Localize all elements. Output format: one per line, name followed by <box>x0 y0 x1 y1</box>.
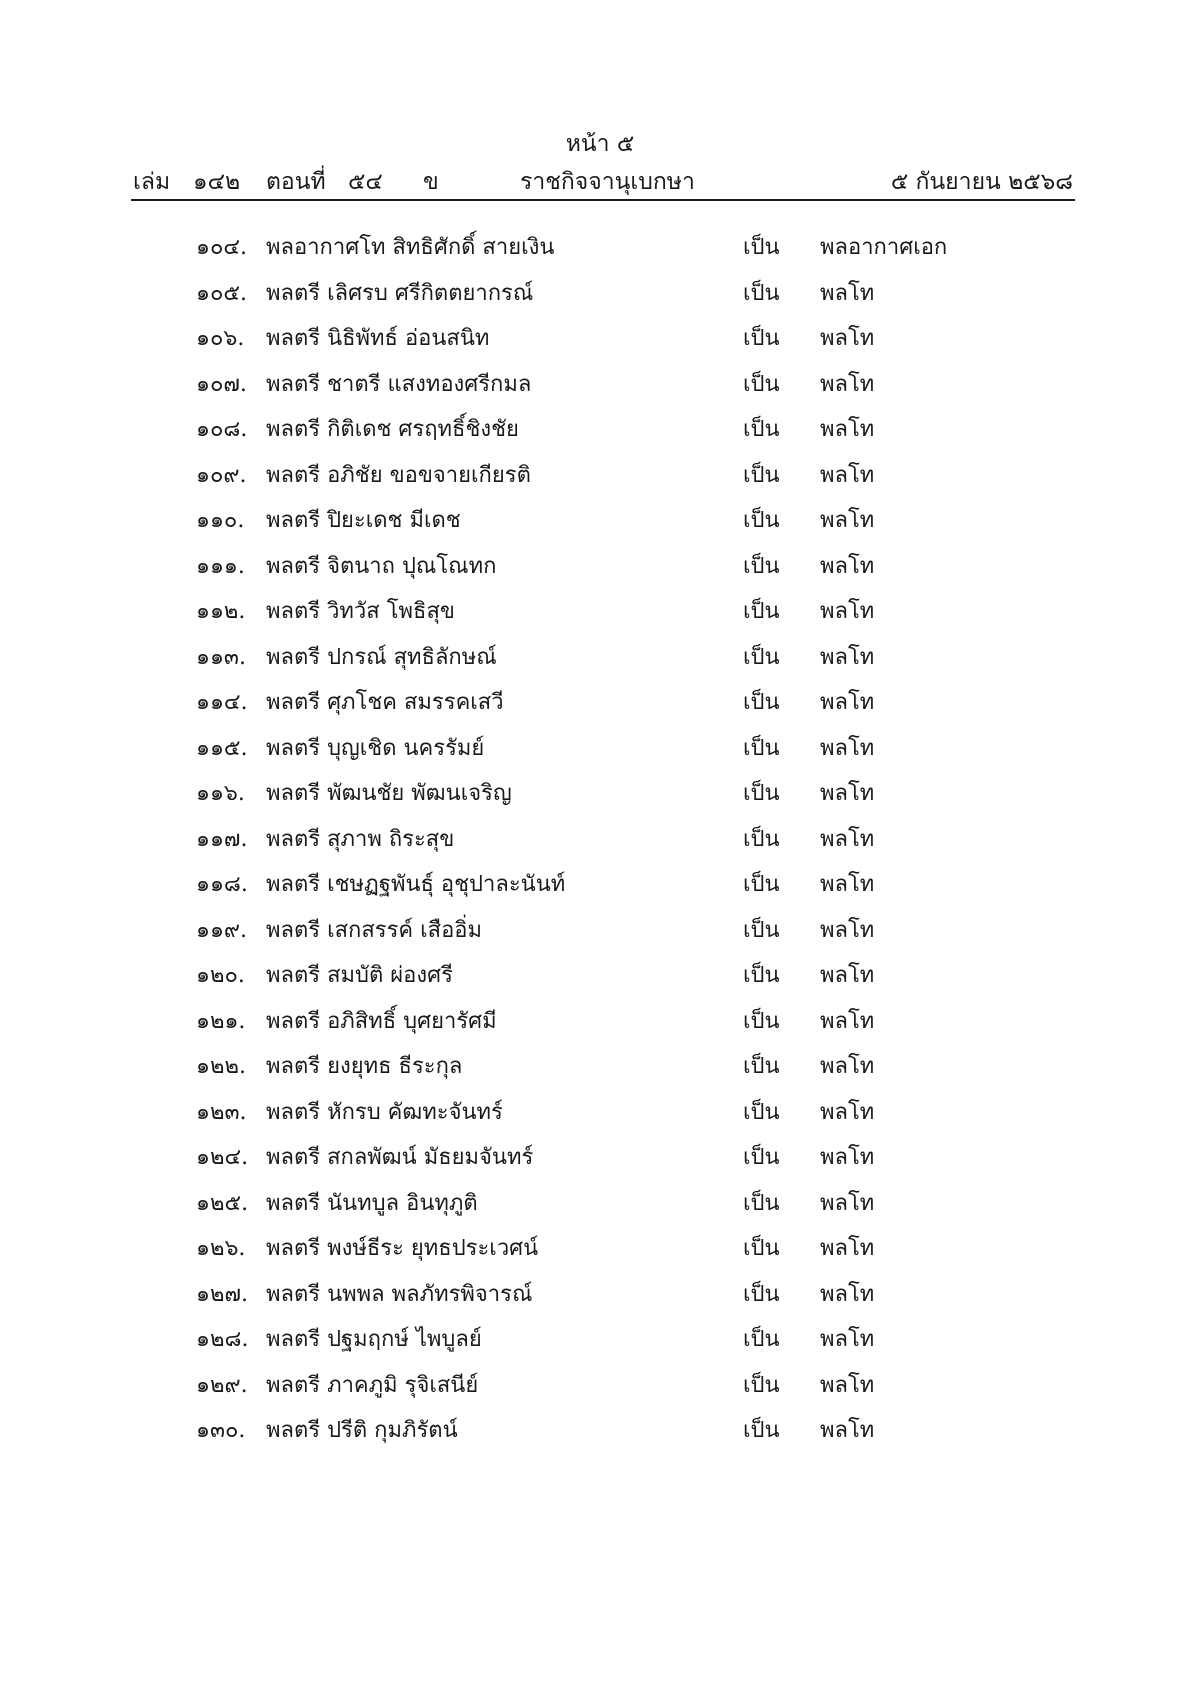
entry-connector: เป็น <box>743 235 780 260</box>
entry-new-rank: พลโท <box>820 1372 875 1398</box>
entry-name: พลตรี วิทวัส โพธิสุข <box>266 599 455 624</box>
entry-new-rank: พลโท <box>820 781 875 806</box>
entry-number: ๑๐๔. <box>196 235 248 260</box>
entry-number: ๑๒๑. <box>196 1008 246 1034</box>
entry-new-rank: พลโท <box>820 417 875 442</box>
entry-connector: เป็น <box>743 1008 780 1034</box>
entry-new-rank: พลอากาศเอก <box>820 235 948 260</box>
entry-new-rank: พลโท <box>820 1418 875 1443</box>
list-item <box>0 593 1200 639</box>
entry-number: ๑๑๘. <box>196 872 248 897</box>
entry-name: พลตรี พัฒนชัย พัฒนเจริญ <box>266 781 512 806</box>
entry-connector: เป็น <box>743 1418 780 1443</box>
page-number: หน้า ๕ <box>565 131 635 157</box>
list-item <box>0 775 1200 821</box>
entry-name: พลตรี ภาคภูมิ รุจิเสนีย์ <box>266 1372 479 1398</box>
volume-label: เล่ม <box>133 169 171 195</box>
entry-new-rank: พลโท <box>820 644 875 670</box>
entry-new-rank: พลโท <box>820 280 875 306</box>
entry-name: พลตรี นพพล พลภัทรพิจารณ์ <box>266 1281 533 1307</box>
entry-connector: เป็น <box>743 553 780 579</box>
list-item <box>0 639 1200 685</box>
list-item <box>0 320 1200 366</box>
entry-number: ๑๑๑. <box>196 553 245 579</box>
list-item <box>0 548 1200 594</box>
list-item <box>0 684 1200 730</box>
entry-name: พลตรี กิติเดช ศรฤทธิ์ชิงชัย <box>266 417 519 442</box>
entry-name: พลตรี สกลพัฒน์ มัธยมจันทร์ <box>266 1145 534 1170</box>
entry-name: พลตรี สมบัติ ผ่องศรี <box>266 963 453 988</box>
entry-connector: เป็น <box>743 963 780 988</box>
entry-name: พลตรี นิธิพัทธ์ อ่อนสนิท <box>266 326 490 351</box>
list-item <box>0 411 1200 457</box>
entry-new-rank: พลโท <box>820 690 875 715</box>
entry-number: ๑๒๖. <box>196 1236 246 1261</box>
publication-date: ๕ กันยายน ๒๕๖๘ <box>890 169 1073 195</box>
list-item <box>0 502 1200 548</box>
entry-name: พลอากาศโท สิทธิศักดิ์ สายเงิน <box>266 235 555 260</box>
entry-connector: เป็น <box>743 1054 780 1079</box>
entry-name: พลตรี ปกรณ์ สุทธิลักษณ์ <box>266 644 497 670</box>
entry-name: พลตรี อภิชัย ขอขจายเกียรติ <box>266 462 531 488</box>
list-item <box>0 866 1200 912</box>
entry-new-rank: พลโท <box>820 462 875 488</box>
entry-connector: เป็น <box>743 599 780 624</box>
entry-connector: เป็น <box>743 690 780 715</box>
entry-name: พลตรี เลิศรบ ศรีกิตตยากรณ์ <box>266 280 534 306</box>
entry-number: ๑๑๒. <box>196 599 246 624</box>
entry-number: ๑๐๙. <box>196 462 247 488</box>
entry-new-rank: พลโท <box>820 553 875 579</box>
list-item <box>0 366 1200 412</box>
volume-number: ๑๔๒ <box>193 169 241 195</box>
entry-number: ๑๑๗. <box>196 826 248 852</box>
entry-new-rank: พลโท <box>820 1327 875 1352</box>
entry-connector: เป็น <box>743 826 780 852</box>
entry-name: พลตรี เสกสรรค์ เสืออิ่ม <box>266 917 482 943</box>
entry-name: พลตรี พงษ์ธีระ ยุทธประเวศน์ <box>266 1236 539 1261</box>
entry-name: พลตรี เชษฏฐพันธุ์ อุชุปาละนันท์ <box>266 872 566 897</box>
entry-name: พลตรี ปรีติ กุมภิรัตน์ <box>266 1418 458 1443</box>
list-item <box>0 730 1200 776</box>
entry-number: ๑๐๗. <box>196 371 247 397</box>
entry-number: ๑๒๘. <box>196 1327 249 1352</box>
entry-new-rank: พลโท <box>820 326 875 351</box>
entry-number: ๑๒๐. <box>196 963 245 988</box>
entry-connector: เป็น <box>743 1327 780 1352</box>
entry-new-rank: พลโท <box>820 1145 875 1170</box>
entry-name: พลตรี อภิสิทธิ์ บุศยารัศมี <box>266 1008 497 1034</box>
entry-new-rank: พลโท <box>820 872 875 897</box>
gazette-name: ราชกิจจานุเบกษา <box>520 169 695 195</box>
entry-connector: เป็น <box>743 1145 780 1170</box>
entry-number: ๑๑๖. <box>196 781 245 806</box>
entry-new-rank: พลโท <box>820 963 875 988</box>
entry-connector: เป็น <box>743 735 780 761</box>
list-item <box>0 1367 1200 1413</box>
list-item <box>0 457 1200 503</box>
list-item <box>0 1321 1200 1367</box>
part-label: ตอนที่ <box>266 169 326 195</box>
entry-name: พลตรี จิตนาถ ปุณโณทก <box>266 553 497 579</box>
list-item <box>0 957 1200 1003</box>
entry-connector: เป็น <box>743 280 780 306</box>
entry-connector: เป็น <box>743 417 780 442</box>
entry-connector: เป็น <box>743 1281 780 1307</box>
list-item <box>0 275 1200 321</box>
list-item <box>0 912 1200 958</box>
entry-new-rank: พลโท <box>820 508 875 533</box>
entry-connector: เป็น <box>743 1236 780 1261</box>
entry-name: พลตรี หักรบ คัฒทะจันทร์ <box>266 1099 503 1125</box>
list-item <box>0 229 1200 275</box>
entry-name: พลตรี ยงยุทธ ธีระกุล <box>266 1054 463 1079</box>
entry-number: ๑๓๐. <box>196 1418 246 1443</box>
entry-new-rank: พลโท <box>820 1099 875 1125</box>
entry-new-rank: พลโท <box>820 1190 875 1216</box>
promotion-list <box>0 229 1200 1458</box>
entry-new-rank: พลโท <box>820 917 875 943</box>
entry-number: ๑๐๘. <box>196 417 248 442</box>
entry-name: พลตรี บุญเชิด นครรัมย์ <box>266 735 485 761</box>
entry-number: ๑๒๙. <box>196 1372 248 1398</box>
entry-name: พลตรี ปิยะเดช มีเดช <box>266 508 461 533</box>
header-divider <box>131 199 1075 201</box>
list-item <box>0 1230 1200 1276</box>
entry-number: ๑๑๐. <box>196 508 245 533</box>
entry-number: ๑๒๕. <box>196 1190 249 1216</box>
entry-connector: เป็น <box>743 1372 780 1398</box>
entry-connector: เป็น <box>743 917 780 943</box>
entry-number: ๑๑๔. <box>196 690 248 715</box>
list-item <box>0 1185 1200 1231</box>
entry-connector: เป็น <box>743 326 780 351</box>
entry-number: ๑๐๕. <box>196 280 248 306</box>
list-item <box>0 1276 1200 1322</box>
list-item <box>0 1048 1200 1094</box>
entry-new-rank: พลโท <box>820 599 875 624</box>
entry-new-rank: พลโท <box>820 1008 875 1034</box>
entry-new-rank: พลโท <box>820 1281 875 1307</box>
entry-number: ๑๑๓. <box>196 644 246 670</box>
entry-connector: เป็น <box>743 1099 780 1125</box>
entry-name: พลตรี ชาตรี แสงทองศรีกมล <box>266 371 532 397</box>
entry-name: พลตรี ปฐมฤกษ์ ไพบูลย์ <box>266 1327 482 1352</box>
entry-new-rank: พลโท <box>820 826 875 852</box>
entry-number: ๑๑๕. <box>196 735 248 761</box>
entry-number: ๑๑๙. <box>196 917 248 943</box>
entry-connector: เป็น <box>743 371 780 397</box>
list-item <box>0 1139 1200 1185</box>
list-item <box>0 1412 1200 1458</box>
entry-new-rank: พลโท <box>820 371 875 397</box>
entry-new-rank: พลโท <box>820 1236 875 1261</box>
entry-number: ๑๐๖. <box>196 326 245 351</box>
list-item <box>0 821 1200 867</box>
entry-connector: เป็น <box>743 462 780 488</box>
entry-connector: เป็น <box>743 1190 780 1216</box>
list-item <box>0 1003 1200 1049</box>
entry-name: พลตรี ศุภโชค สมรรคเสวี <box>266 690 504 715</box>
entry-number: ๑๒๔. <box>196 1145 249 1170</box>
entry-new-rank: พลโท <box>820 1054 875 1079</box>
entry-new-rank: พลโท <box>820 735 875 761</box>
entry-number: ๑๒๗. <box>196 1281 249 1307</box>
entry-number: ๑๒๒. <box>196 1054 246 1079</box>
entry-number: ๑๒๓. <box>196 1099 247 1125</box>
entry-connector: เป็น <box>743 644 780 670</box>
entry-name: พลตรี นันทบูล อินทุภูติ <box>266 1190 478 1216</box>
entry-connector: เป็น <box>743 872 780 897</box>
gazette-header <box>133 164 1073 196</box>
part-number: ๕๔ <box>348 169 383 195</box>
entry-connector: เป็น <box>743 508 780 533</box>
entry-name: พลตรี สุภาพ ถิระสุข <box>266 826 455 852</box>
section-letter: ข <box>423 169 439 195</box>
list-item <box>0 1094 1200 1140</box>
entry-connector: เป็น <box>743 781 780 806</box>
